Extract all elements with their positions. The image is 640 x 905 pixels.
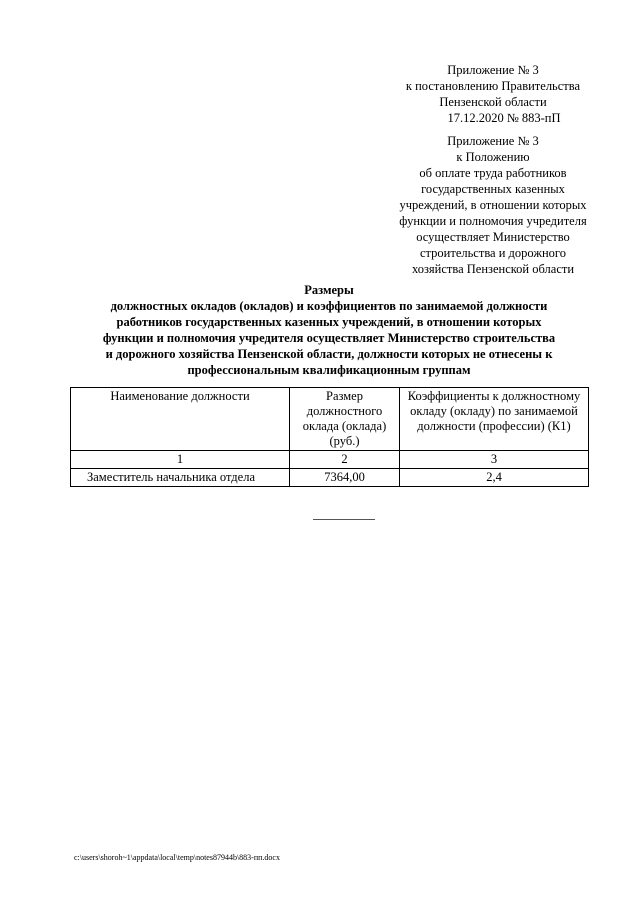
document-title xyxy=(70,282,588,378)
approval-line: Приложение № 3 xyxy=(447,134,539,148)
approval-line: к Положению xyxy=(456,150,530,164)
cell-position-name: Заместитель начальника отдела xyxy=(71,469,290,487)
column-number: 2 xyxy=(290,451,400,469)
header-position-name: Наименование должности xyxy=(71,388,290,451)
column-number: 1 xyxy=(71,451,290,469)
header-salary-size: Размер должностного оклада (оклада) (руб.) xyxy=(290,388,400,451)
title-line: и дорожного хозяйства Пензенской области, должности которых не отнесены к xyxy=(105,347,553,361)
title-line: функции и полномочия учредителя осуществляет Министерство строительства xyxy=(102,331,556,345)
approval-line: Пензенской области xyxy=(439,95,547,109)
title-line: работников государственных казенных учреждений, в отношении которых xyxy=(116,315,542,329)
approval-line: об оплате труда работников xyxy=(419,166,567,180)
approval-line: учреждений, в отношении которых xyxy=(399,198,587,212)
table-row xyxy=(71,469,589,487)
approval-block-resolution xyxy=(383,62,603,126)
approval-line: к постановлению Правительства xyxy=(405,79,581,93)
approval-line: строительства и дорожного xyxy=(420,246,566,260)
approval-line: Приложение № 3 xyxy=(447,63,539,77)
cell-salary: 7364,00 xyxy=(290,469,400,487)
file-path-footer: c:\users\shoroh~1\appdata\local\temp\notes87944b\883-пп.docx xyxy=(74,853,280,862)
approval-date-line: 17.12.2020 № 883-пП xyxy=(447,111,561,125)
approval-line: функции и полномочия учредителя xyxy=(399,214,587,228)
salary-table xyxy=(70,387,589,487)
cell-coefficient: 2,4 xyxy=(400,469,589,487)
title-line: должностных окладов (окладов) и коэффициентов по занимаемой должности xyxy=(110,299,548,313)
approval-line: осуществляет Министерство xyxy=(416,230,570,244)
closing-divider xyxy=(313,519,375,520)
table-column-number-row xyxy=(71,451,589,469)
approval-block-regulation xyxy=(383,133,603,277)
header-coefficient: Коэффициенты к должностному окладу (окладу) по занимаемой должности (профессии) (К1) xyxy=(400,388,589,451)
title-line: Размеры xyxy=(304,283,354,297)
title-line: профессиональным квалификационным группам xyxy=(187,363,471,377)
table-header-row xyxy=(71,388,589,451)
column-number: 3 xyxy=(400,451,589,469)
approval-line: государственных казенных xyxy=(421,182,565,196)
approval-line: хозяйства Пензенской области xyxy=(411,262,575,276)
